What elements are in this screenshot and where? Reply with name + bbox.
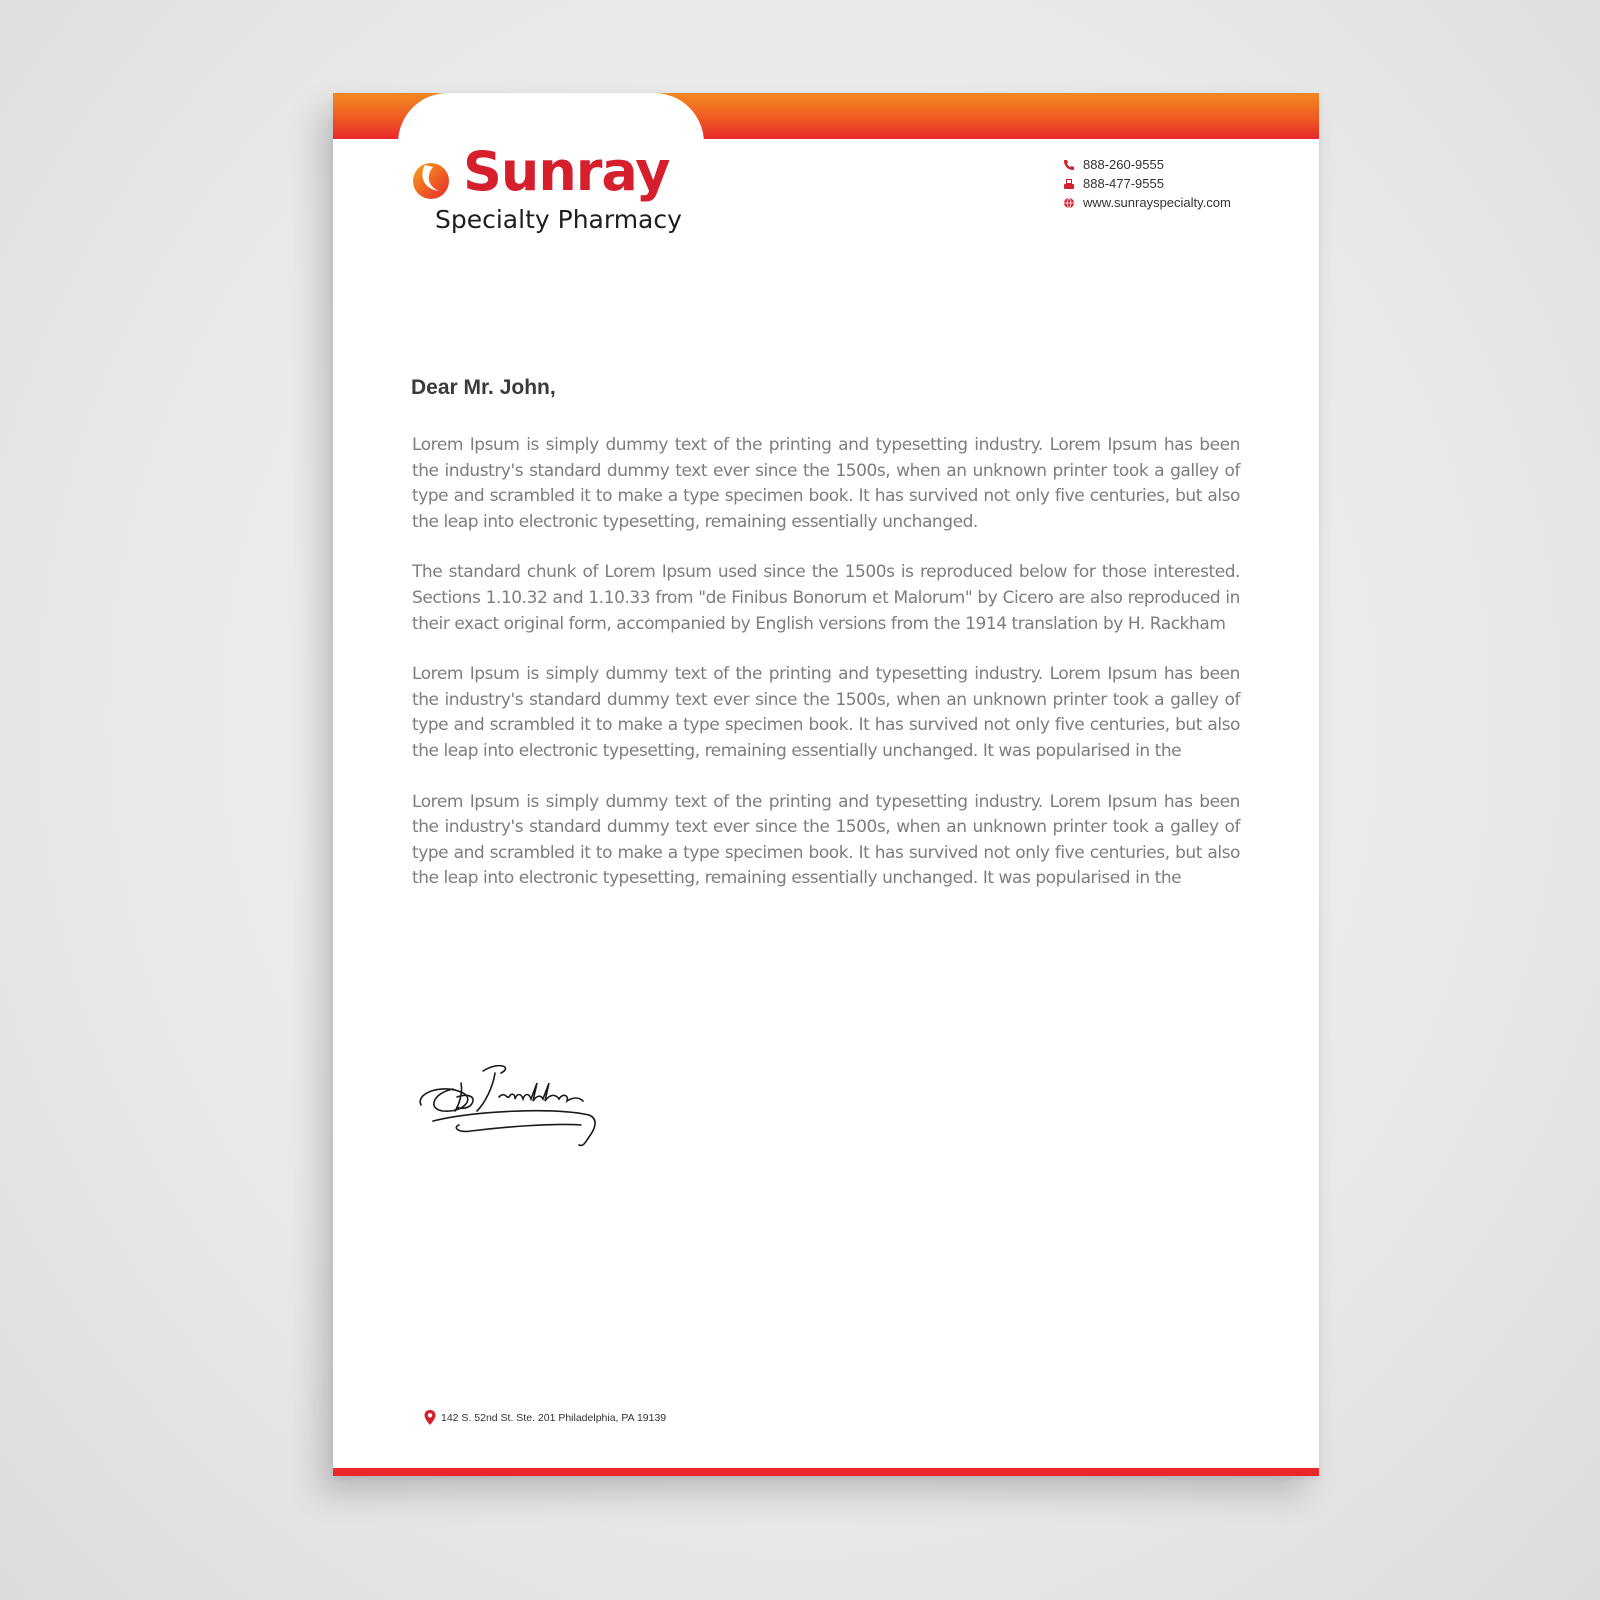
- brand-subtitle: Specialty Pharmacy: [435, 205, 682, 234]
- sun-logo-icon: [409, 157, 453, 201]
- contact-website: [1063, 193, 1231, 212]
- phone-number[interactable]: 888-260-9555: [1083, 157, 1164, 172]
- paragraph: The standard chunk of Lorem Ipsum used since the 1500s is reproduced below for those interested. Sections 1.10.32 and 1.10.33 from "de Finibus Bonorum et Malorum" by Cicero are also reproduced in their exact original form, accompanied by English versions from the 1914 translation by H. Rackham: [412, 562, 1240, 634]
- footer-address: [423, 1409, 666, 1426]
- contact-phone: [1063, 155, 1231, 174]
- brand-name: Sunray: [463, 140, 670, 203]
- globe-icon: [1063, 197, 1075, 209]
- letter-body: [412, 433, 1240, 917]
- paragraph: Lorem Ipsum is simply dummy text of the printing and typesetting industry. Lorem Ipsum has been the industry's standard dummy text ever since the 1500s, when an unknown printer took a galley of type and scrambled it to make a type specimen book. It has survived not only five centuries, but also the leap into electronic typesetting, remaining essentially unchanged.: [412, 435, 1240, 532]
- address-text: 142 S. 52nd St. Ste. 201 Philadelphia, PA 19139: [441, 1411, 667, 1424]
- salutation: Dear Mr. John,: [411, 376, 556, 399]
- letterhead-sheet: [333, 93, 1319, 1476]
- fax-number[interactable]: 888-477-9555: [1083, 176, 1164, 191]
- contact-fax: [1063, 174, 1231, 193]
- brand-logo: [409, 140, 729, 239]
- signature: [413, 1053, 603, 1153]
- contact-info: [1063, 155, 1231, 212]
- paragraph: Lorem Ipsum is simply dummy text of the printing and typesetting industry. Lorem Ipsum has been the industry's standard dummy text ever since the 1500s, when an unknown printer took a galley of type and scrambled it to make a type specimen book. It has survived not only five centuries, but also the leap into electronic typesetting, remaining essentially unchanged. It was popularised in the: [412, 664, 1240, 761]
- paragraph: Lorem Ipsum is simply dummy text of the printing and typesetting industry. Lorem Ipsum has been the industry's standard dummy text ever since the 1500s, when an unknown printer took a galley of type and scrambled it to make a type specimen book. It has survived not only five centuries, but also the leap into electronic typesetting, remaining essentially unchanged. It was popularised in the: [412, 791, 1240, 889]
- location-pin-icon: [423, 1409, 437, 1426]
- phone-icon: [1063, 159, 1075, 171]
- website-link[interactable]: www.sunrayspecialty.com: [1083, 195, 1231, 210]
- footer-band: [333, 1468, 1319, 1476]
- fax-icon: [1063, 178, 1075, 190]
